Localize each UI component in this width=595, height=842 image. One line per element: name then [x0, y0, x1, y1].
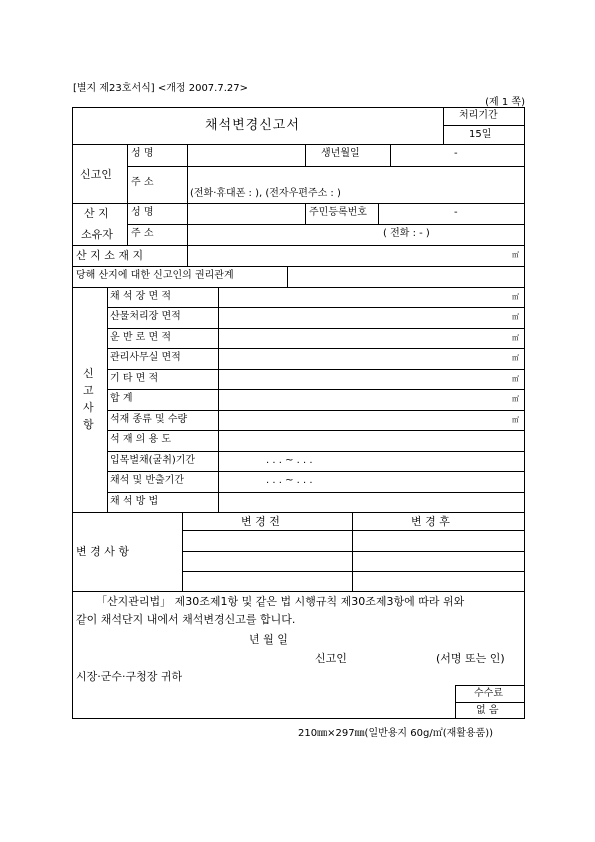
owner-id-separator: - — [454, 207, 458, 218]
owner-group-label-2: 소유자 — [81, 228, 113, 241]
quarry-method-field[interactable] — [219, 493, 524, 511]
rule — [72, 512, 525, 513]
report-row-label: 석재 종류 및 수량 — [110, 414, 188, 425]
rule — [107, 471, 525, 472]
relation-field[interactable] — [288, 267, 524, 286]
owner-phone: ( 전화 : - ) — [383, 228, 430, 239]
processing-area-field[interactable] — [219, 308, 509, 327]
applicant-address-field[interactable] — [188, 167, 524, 185]
report-row-label: 합 계 — [110, 393, 133, 404]
report-row-label: 입목벌채(굴취)기간 — [110, 455, 196, 466]
report-row-label: 석 재 의 용 도 — [110, 434, 172, 445]
page-number: (제 1 쪽) — [485, 97, 525, 108]
relation-label: 당해 산지에 대한 신고인의 권리관계 — [76, 270, 234, 281]
felling-period: . . . ~ . . . — [266, 455, 313, 466]
rule — [107, 451, 525, 452]
report-row-unit: ㎡ — [512, 293, 519, 301]
report-group-label — [83, 365, 94, 433]
paper-spec: 210㎜×297㎜(일반용지 60g/㎡(재활용품)) — [298, 728, 494, 739]
report-group-char: 고 — [83, 384, 94, 397]
owner-name-label: 성 명 — [131, 207, 154, 218]
rule — [443, 125, 525, 126]
rule — [72, 591, 525, 592]
fee-value: 없 음 — [476, 705, 499, 716]
report-row-label: 관리사무실 면적 — [110, 352, 181, 363]
stone-type-field[interactable] — [219, 411, 509, 429]
quarrying-period: . . . ~ . . . — [266, 475, 313, 486]
report-row-unit: ㎡ — [512, 416, 519, 424]
fee-label: 수수료 — [474, 688, 503, 699]
applicant-contact: (전화·휴대폰 : ), (전자우편주소 : ) — [190, 188, 341, 199]
change-before-header: 변 경 전 — [241, 515, 280, 528]
report-row-label: 기 타 면 적 — [110, 373, 159, 384]
change-after-field[interactable] — [353, 531, 524, 590]
applicant-birth-separator: - — [454, 148, 458, 159]
total-area-field[interactable] — [219, 390, 509, 409]
report-row-label: 채석 및 반출기간 — [110, 475, 184, 486]
rule — [455, 685, 456, 719]
change-after-header: 변 경 후 — [411, 515, 450, 528]
location-field[interactable] — [188, 246, 524, 265]
signer-label: 신고인 — [315, 652, 347, 665]
change-label: 변 경 사 항 — [76, 545, 129, 558]
owner-id-label: 주민등록번호 — [309, 207, 367, 218]
rule — [455, 702, 525, 703]
report-row-label: 채 석 장 면 적 — [110, 291, 172, 302]
owner-address-label: 주 소 — [131, 228, 154, 239]
statement-date: 년 월 일 — [249, 633, 288, 646]
report-row-unit: ㎡ — [512, 334, 519, 342]
report-group-char: 신 — [83, 367, 94, 380]
addressee: 시장·군수·구청장 귀하 — [76, 670, 183, 683]
rule — [305, 203, 306, 224]
statement-line: 「산지관리법」 제30조제1항 및 같은 법 시행규칙 제30조제3항에 따라 위와 — [96, 595, 465, 608]
report-row-unit: ㎡ — [512, 313, 519, 321]
report-row-label: 운 반 로 면 적 — [110, 332, 172, 343]
change-before-field[interactable] — [183, 531, 351, 590]
owner-id-field[interactable] — [379, 204, 524, 223]
applicant-name-label: 성 명 — [131, 148, 154, 159]
applicant-birth-label: 생년월일 — [321, 148, 360, 159]
report-row-label: 채 석 방 법 — [110, 496, 159, 507]
report-row-unit: ㎡ — [512, 375, 519, 383]
report-row-unit: ㎡ — [512, 354, 519, 362]
report-group-char: 항 — [83, 418, 94, 431]
stone-use-field[interactable] — [219, 431, 524, 450]
statement-line: 같이 채석단지 내에서 채석변경신고를 합니다. — [76, 613, 296, 626]
applicant-group-label: 신고인 — [80, 168, 112, 181]
rule — [127, 144, 128, 245]
office-area-field[interactable] — [219, 349, 509, 368]
rule — [305, 144, 306, 166]
report-group-char: 사 — [83, 401, 94, 414]
haul-road-area-field[interactable] — [219, 329, 509, 347]
applicant-address-label: 주 소 — [131, 177, 154, 188]
other-area-field[interactable] — [219, 370, 509, 388]
applicant-birth-field[interactable] — [391, 145, 524, 165]
form-title: 채석변경신고서 — [205, 118, 300, 133]
signature-note: (서명 또는 인) — [436, 652, 505, 665]
processing-value: 15일 — [469, 129, 492, 140]
rule — [455, 685, 525, 686]
quarry-area-field[interactable] — [219, 288, 509, 306]
owner-address-field[interactable] — [188, 225, 378, 244]
owner-name-field[interactable] — [188, 204, 304, 223]
rule — [107, 287, 108, 512]
processing-label: 처리기간 — [459, 110, 498, 121]
form-number: [별지 제23호서식] <개정 2007.7.27> — [73, 83, 248, 94]
report-row-label: 산물처리장 면적 — [110, 311, 181, 322]
location-unit: ㎡ — [512, 251, 519, 259]
location-label: 산 지 소 재 지 — [76, 249, 144, 262]
rule — [443, 107, 444, 144]
applicant-name-field[interactable] — [188, 145, 304, 165]
report-row-unit: ㎡ — [512, 395, 519, 403]
owner-group-label: 산 지 — [84, 207, 109, 220]
